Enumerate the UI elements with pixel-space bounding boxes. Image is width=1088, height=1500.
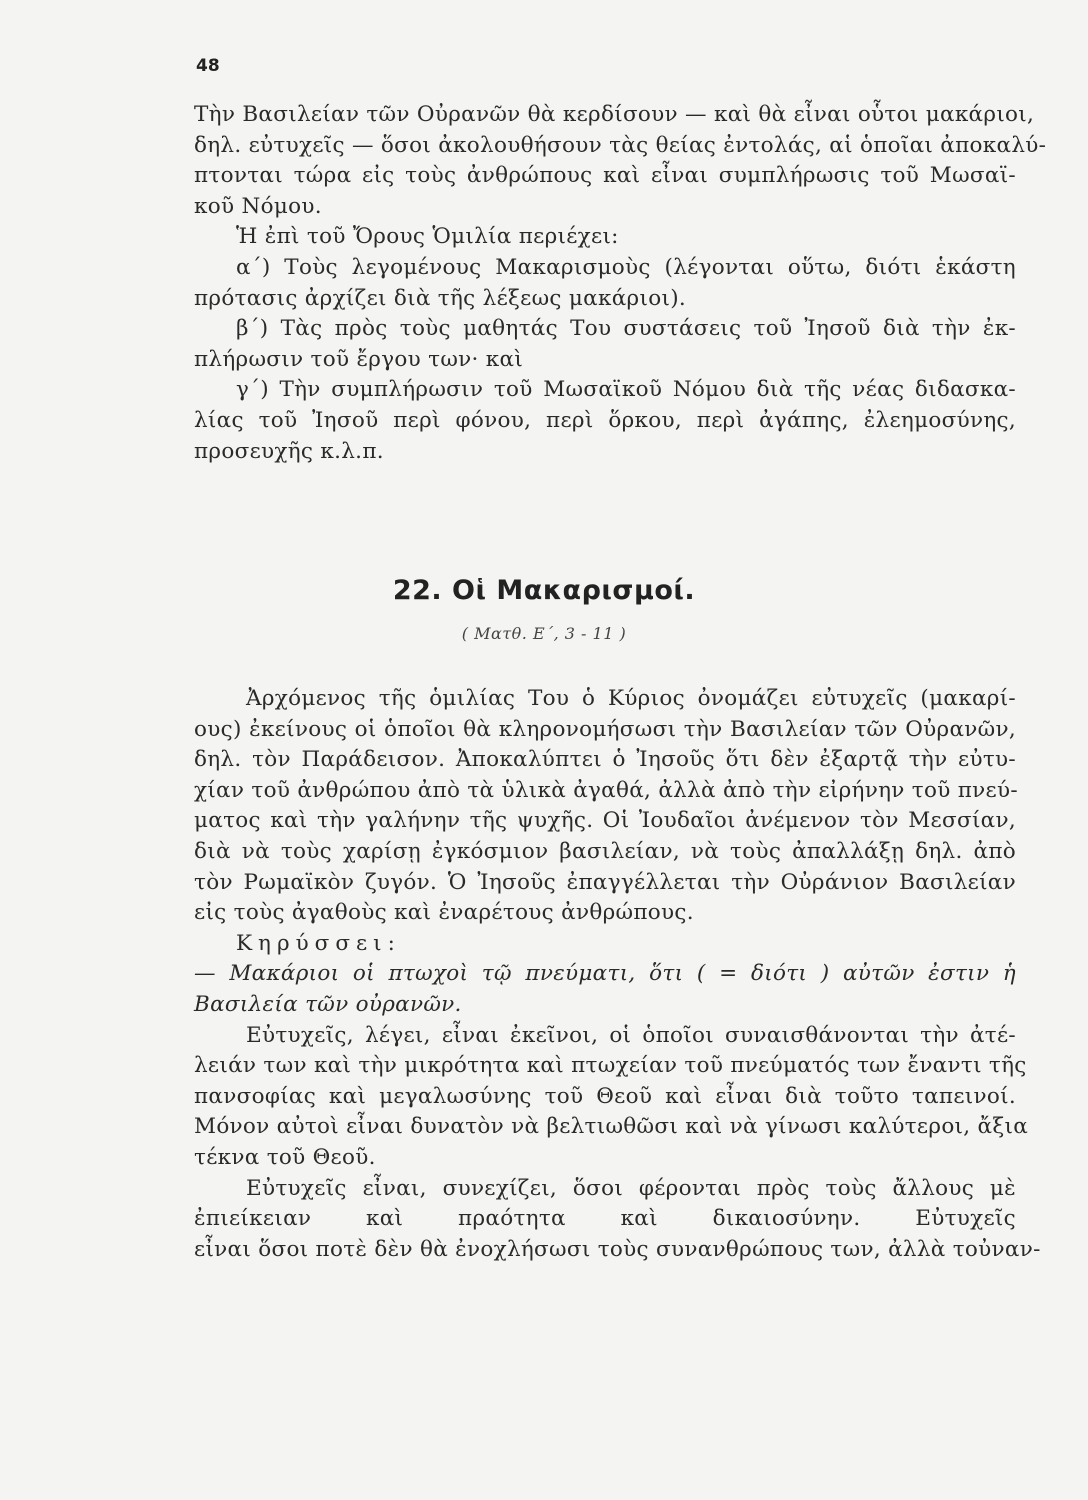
scripture-reference: ( Ματθ. Ε΄, 3 - 11 )	[461, 624, 627, 643]
quote-line: — Μακάριοι οἱ πτωχοὶ τῷ πνεύματι, ὅτι ( = διότι ) αὐτῶν ἐστιν ἡ	[194, 961, 1016, 987]
text-line: λειάν των καὶ τὴν μικρότητα καὶ πτωχείαν τοῦ πνεύματός των ἔναντι τῆς	[194, 1053, 1027, 1079]
text-line: δηλ. εὐτυχεῖς — ὅσοι ἀκολουθήσουν τὰς θείας ἐντολάς, αἱ ὁποῖαι ἀποκαλύ-	[194, 132, 1047, 158]
text-line: β΄) Τὰς πρὸς τοὺς μαθητάς Του συστάσεις τοῦ Ἰησοῦ διὰ τὴν ἐκ-	[236, 316, 1016, 342]
page-number: 48	[196, 56, 220, 76]
text-line: τέκνα τοῦ Θεοῦ.	[194, 1144, 376, 1170]
beatitudes-text-block	[194, 684, 1041, 1265]
text-line: τὸν Ρωμαϊκὸν ζυγόν. Ὁ Ἰησοῦς ἐπαγγέλλεται τὴν Οὐράνιον Βασιλείαν	[194, 869, 1016, 895]
text-line: α΄) Τοὺς λεγομένους Μακαρισμοὺς (λέγονται οὕτω, διότι ἑκάστη	[236, 254, 1016, 280]
text-line: Μόνον αὐτοὶ εἶναι δυνατὸν νὰ βελτιωθῶσι καὶ νὰ γίνωσι καλύτεροι, ἄξια	[194, 1114, 1029, 1140]
text-line: Κηρύσσει:	[236, 930, 401, 956]
text-line: Ἀρχόμενος τῆς ὁμιλίας Του ὁ Κύριος ὀνομάζει εὐτυχεῖς (μακαρί-	[246, 686, 1016, 711]
text-line: πρότασις ἀρχίζει διὰ τῆς λέξεως μακάριοι).	[194, 285, 687, 311]
text-line: Τὴν Βασιλείαν τῶν Οὐρανῶν θὰ κερδίσουν — καὶ θὰ εἶναι οὗτοι μακάριοι,	[194, 102, 1035, 127]
text-line: χίαν τοῦ ἀνθρώπου ἀπὸ τὰ ὑλικὰ ἀγαθά, ἀλλὰ ἀπὸ τὴν εἰρήνην τοῦ πνεύ-	[194, 777, 1018, 803]
text-line: κοῦ Νόμου.	[194, 193, 322, 219]
text-line: εἰς τοὺς ἀγαθοὺς καὶ ἐναρέτους ἀνθρώπους.	[194, 900, 694, 926]
text-line: προσευχῆς κ.λ.π.	[194, 438, 384, 464]
text-line: ἐπιείκειαν καὶ πραότητα καὶ δικαιοσύνην. Εὐτυχεῖς	[194, 1206, 1016, 1232]
text-line: Εὐτυχεῖς εἶναι, συνεχίζει, ὅσοι φέρονται πρὸς τοὺς ἄλλους μὲ	[246, 1175, 1016, 1201]
text-line: πτονται τώρα εἰς τοὺς ἀνθρώπους καὶ εἶναι συμπλήρωσις τοῦ Μωσαϊ-	[194, 163, 1016, 189]
text-line: λίας τοῦ Ἰησοῦ περὶ φόνου, περὶ ὅρκου, περὶ ἀγάπης, ἐλεημοσύνης,	[194, 407, 1016, 433]
text-line: διὰ νὰ τοὺς χαρίσῃ ἐγκόσμιον βασιλείαν, νὰ τοὺς ἀπαλλάξῃ δηλ. ἀπὸ	[194, 838, 1016, 864]
text-line: πανσοφίας καὶ μεγαλωσύνης τοῦ Θεοῦ καὶ εἶναι διὰ τοῦτο ταπεινοί.	[194, 1083, 1016, 1109]
text-line: ματος καὶ τὴν γαλήνην τῆς ψυχῆς. Οἱ Ἰουδαῖοι ἀνέμενον τὸν Μεσσίαν,	[194, 808, 1016, 834]
text-line: Ἡ ἐπὶ τοῦ Ὄρους Ὁμιλία περιέχει:	[236, 224, 619, 250]
text-line: δηλ. τὸν Παράδεισον. Ἀποκαλύπτει ὁ Ἰησοῦς ὅτι δὲν ἐξαρτᾷ τὴν εὐτυ-	[194, 747, 1016, 773]
text-line: πλήρωσιν τοῦ ἔργου των· καὶ	[194, 346, 524, 372]
quote-line: Βασιλεία τῶν οὐρανῶν.	[194, 991, 462, 1017]
text-line: ους) ἐκείνους οἱ ὁποῖοι θὰ κληρονομήσωσι τὴν Βασιλείαν τῶν Οὐρανῶν,	[194, 716, 1016, 742]
text-line: εἶναι ὅσοι ποτὲ δὲν θὰ ἐνοχλήσωσι τοὺς συνανθρώπους των, ἀλλὰ τοὐναν-	[194, 1236, 1041, 1262]
text-line: Εὐτυχεῖς, λέγει, εἶναι ἐκεῖνοι, οἱ ὁποῖοι συναισθάνονται τὴν ἀτέ-	[246, 1022, 1016, 1048]
intro-text-block	[194, 100, 1047, 467]
text-line: γ΄) Τὴν συμπλήρωσιν τοῦ Μωσαϊκοῦ Νόμου διὰ τῆς νέας διδασκα-	[236, 377, 1016, 403]
section-heading: 22. Οἱ Μακαρισμοί.	[392, 575, 696, 606]
